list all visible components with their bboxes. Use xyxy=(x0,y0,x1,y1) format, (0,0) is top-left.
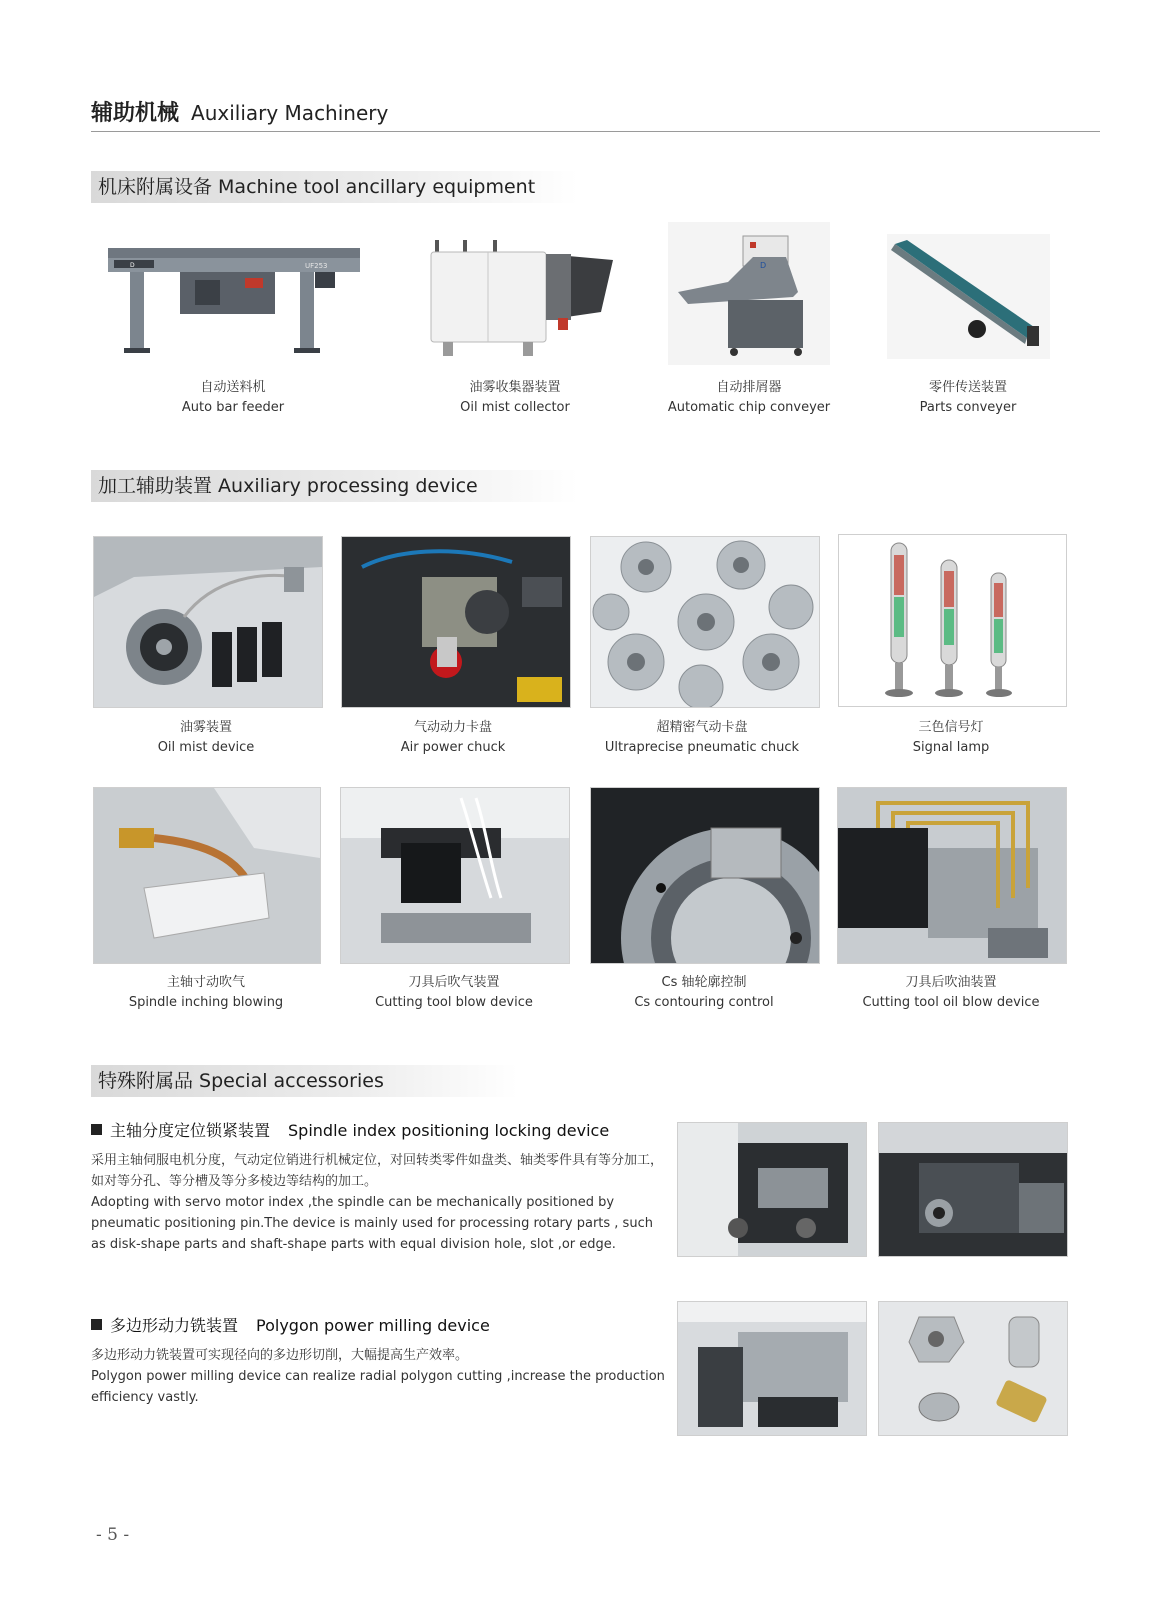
caption-cn: 气动动力卡盘 xyxy=(413,720,492,735)
caption-en: Signal lamp xyxy=(912,740,990,755)
spindle-index-image-1 xyxy=(677,1122,867,1257)
caption-cutting-tool-blow xyxy=(329,973,579,1013)
caption-oil-mist-device xyxy=(81,718,331,758)
caption-en: Parts conveyer xyxy=(919,400,1017,415)
oil-mist-device-image xyxy=(93,536,323,708)
title-divider xyxy=(91,131,1100,132)
caption-cn: 零件传送装置 xyxy=(928,380,1007,395)
polygon-milling-image-1 xyxy=(677,1301,867,1436)
spindle-index-description xyxy=(91,1150,671,1255)
polygon-milling-title-cn: 多边形动力铣装置 xyxy=(110,1316,239,1335)
caption-en: Cutting tool blow device xyxy=(375,995,533,1010)
signal-lamp-image xyxy=(838,534,1067,707)
caption-cn: 三色信号灯 xyxy=(918,720,984,735)
air-power-chuck-image xyxy=(341,536,571,708)
caption-cn: Cs 轴轮廓控制 xyxy=(661,975,747,990)
caption-signal-lamp xyxy=(826,718,1076,758)
caption-en: Oil mist collector xyxy=(460,400,570,415)
desc-line: pneumatic positioning pin.The device is mainly used for processing rotary parts , such xyxy=(91,1216,653,1231)
polygon-milling-title-en: Polygon power milling device xyxy=(256,1316,490,1335)
bullet-square-icon xyxy=(91,1319,102,1330)
desc-line: efficiency vastly. xyxy=(91,1390,199,1405)
spindle-index-title-cn: 主轴分度定位锁紧装置 xyxy=(110,1121,271,1140)
caption-cn: 油雾装置 xyxy=(179,720,232,735)
cs-contouring-image xyxy=(590,787,820,964)
cutting-tool-oil-blow-image xyxy=(837,787,1067,964)
caption-cn: 自动送料机 xyxy=(200,380,266,395)
section-header-processing: 加工辅助装置 Auxiliary processing device xyxy=(91,470,578,502)
spindle-index-title xyxy=(91,1118,609,1141)
caption-en: Spindle inching blowing xyxy=(128,995,284,1010)
page-number: - 5 - xyxy=(96,1525,130,1545)
spindle-index-title-en: Spindle index positioning locking device xyxy=(288,1121,610,1140)
caption-cn: 刀具后吹油装置 xyxy=(905,975,997,990)
page-title-en: Auxiliary Machinery xyxy=(191,101,389,125)
desc-line: Polygon power milling device can realize radial polygon cutting ,increase the production xyxy=(91,1369,665,1384)
caption-en: Cs contouring control xyxy=(634,995,774,1010)
svg-text:D: D xyxy=(130,262,135,269)
bar-feeder-label: UF253 xyxy=(305,262,328,270)
parts-conveyer-image xyxy=(887,234,1050,359)
polygon-milling-image-2 xyxy=(878,1301,1068,1436)
caption-en: Oil mist device xyxy=(157,740,255,755)
caption-en: Cutting tool oil blow device xyxy=(862,995,1040,1010)
caption-cutting-tool-oil-blow xyxy=(826,973,1076,1013)
page-title-cn: 辅助机械 xyxy=(91,101,180,126)
polygon-milling-title xyxy=(91,1313,490,1336)
polygon-milling-description xyxy=(91,1345,671,1408)
caption-en: Auto bar feeder xyxy=(181,400,285,415)
caption-cn: 油雾收集器装置 xyxy=(469,380,561,395)
auto-bar-feeder-image xyxy=(100,236,365,361)
caption-en: Ultraprecise pneumatic chuck xyxy=(604,740,800,755)
cutting-tool-blow-image xyxy=(340,787,570,964)
caption-en: Automatic chip conveyer xyxy=(667,400,831,415)
caption-cn: 超精密气动卡盘 xyxy=(656,720,748,735)
caption-chip-conveyer xyxy=(624,378,874,418)
caption-cn: 刀具后吹气装置 xyxy=(408,975,500,990)
caption-oil-mist-collector xyxy=(390,378,640,418)
caption-cn: 主轴寸动吹气 xyxy=(166,975,245,990)
caption-parts-conveyer xyxy=(843,378,1093,418)
chip-conveyer-image xyxy=(668,222,830,365)
spindle-index-image-2 xyxy=(878,1122,1068,1257)
desc-line: 如对等分孔、等分槽及等分多棱边等结构的加工。 xyxy=(91,1174,378,1189)
section-header-special: 特殊附属品 Special accessories xyxy=(91,1065,518,1097)
caption-auto-bar-feeder xyxy=(108,378,358,418)
desc-line: Adopting with servo motor index ,the spindle can be mechanically positioned by xyxy=(91,1195,615,1210)
caption-cn: 自动排屑器 xyxy=(716,380,782,395)
caption-cs-contouring xyxy=(579,973,829,1013)
caption-ultraprecise-chuck xyxy=(577,718,827,758)
section-header-ancillary: 机床附属设备 Machine tool ancillary equipment xyxy=(91,171,578,203)
desc-line: 采用主轴伺服电机分度，气动定位销进行机械定位，对回转类零件如盘类、轴类零件具有等分加工， xyxy=(91,1153,664,1168)
caption-en: Air power chuck xyxy=(400,740,506,755)
oil-mist-collector-image xyxy=(423,232,618,362)
spindle-inching-blowing-image xyxy=(93,787,321,964)
page-title xyxy=(91,96,388,127)
bullet-square-icon xyxy=(91,1124,102,1135)
caption-air-power-chuck xyxy=(328,718,578,758)
desc-line: 多边形动力铣装置可实现径向的多边形切削，大幅提高生产效率。 xyxy=(91,1348,469,1363)
caption-spindle-inching xyxy=(81,973,331,1013)
ultraprecise-chuck-image xyxy=(590,536,820,708)
desc-line: as disk-shape parts and shaft-shape parts with equal division hole, slot ,or edge. xyxy=(91,1237,616,1252)
svg-text:D: D xyxy=(760,261,767,270)
